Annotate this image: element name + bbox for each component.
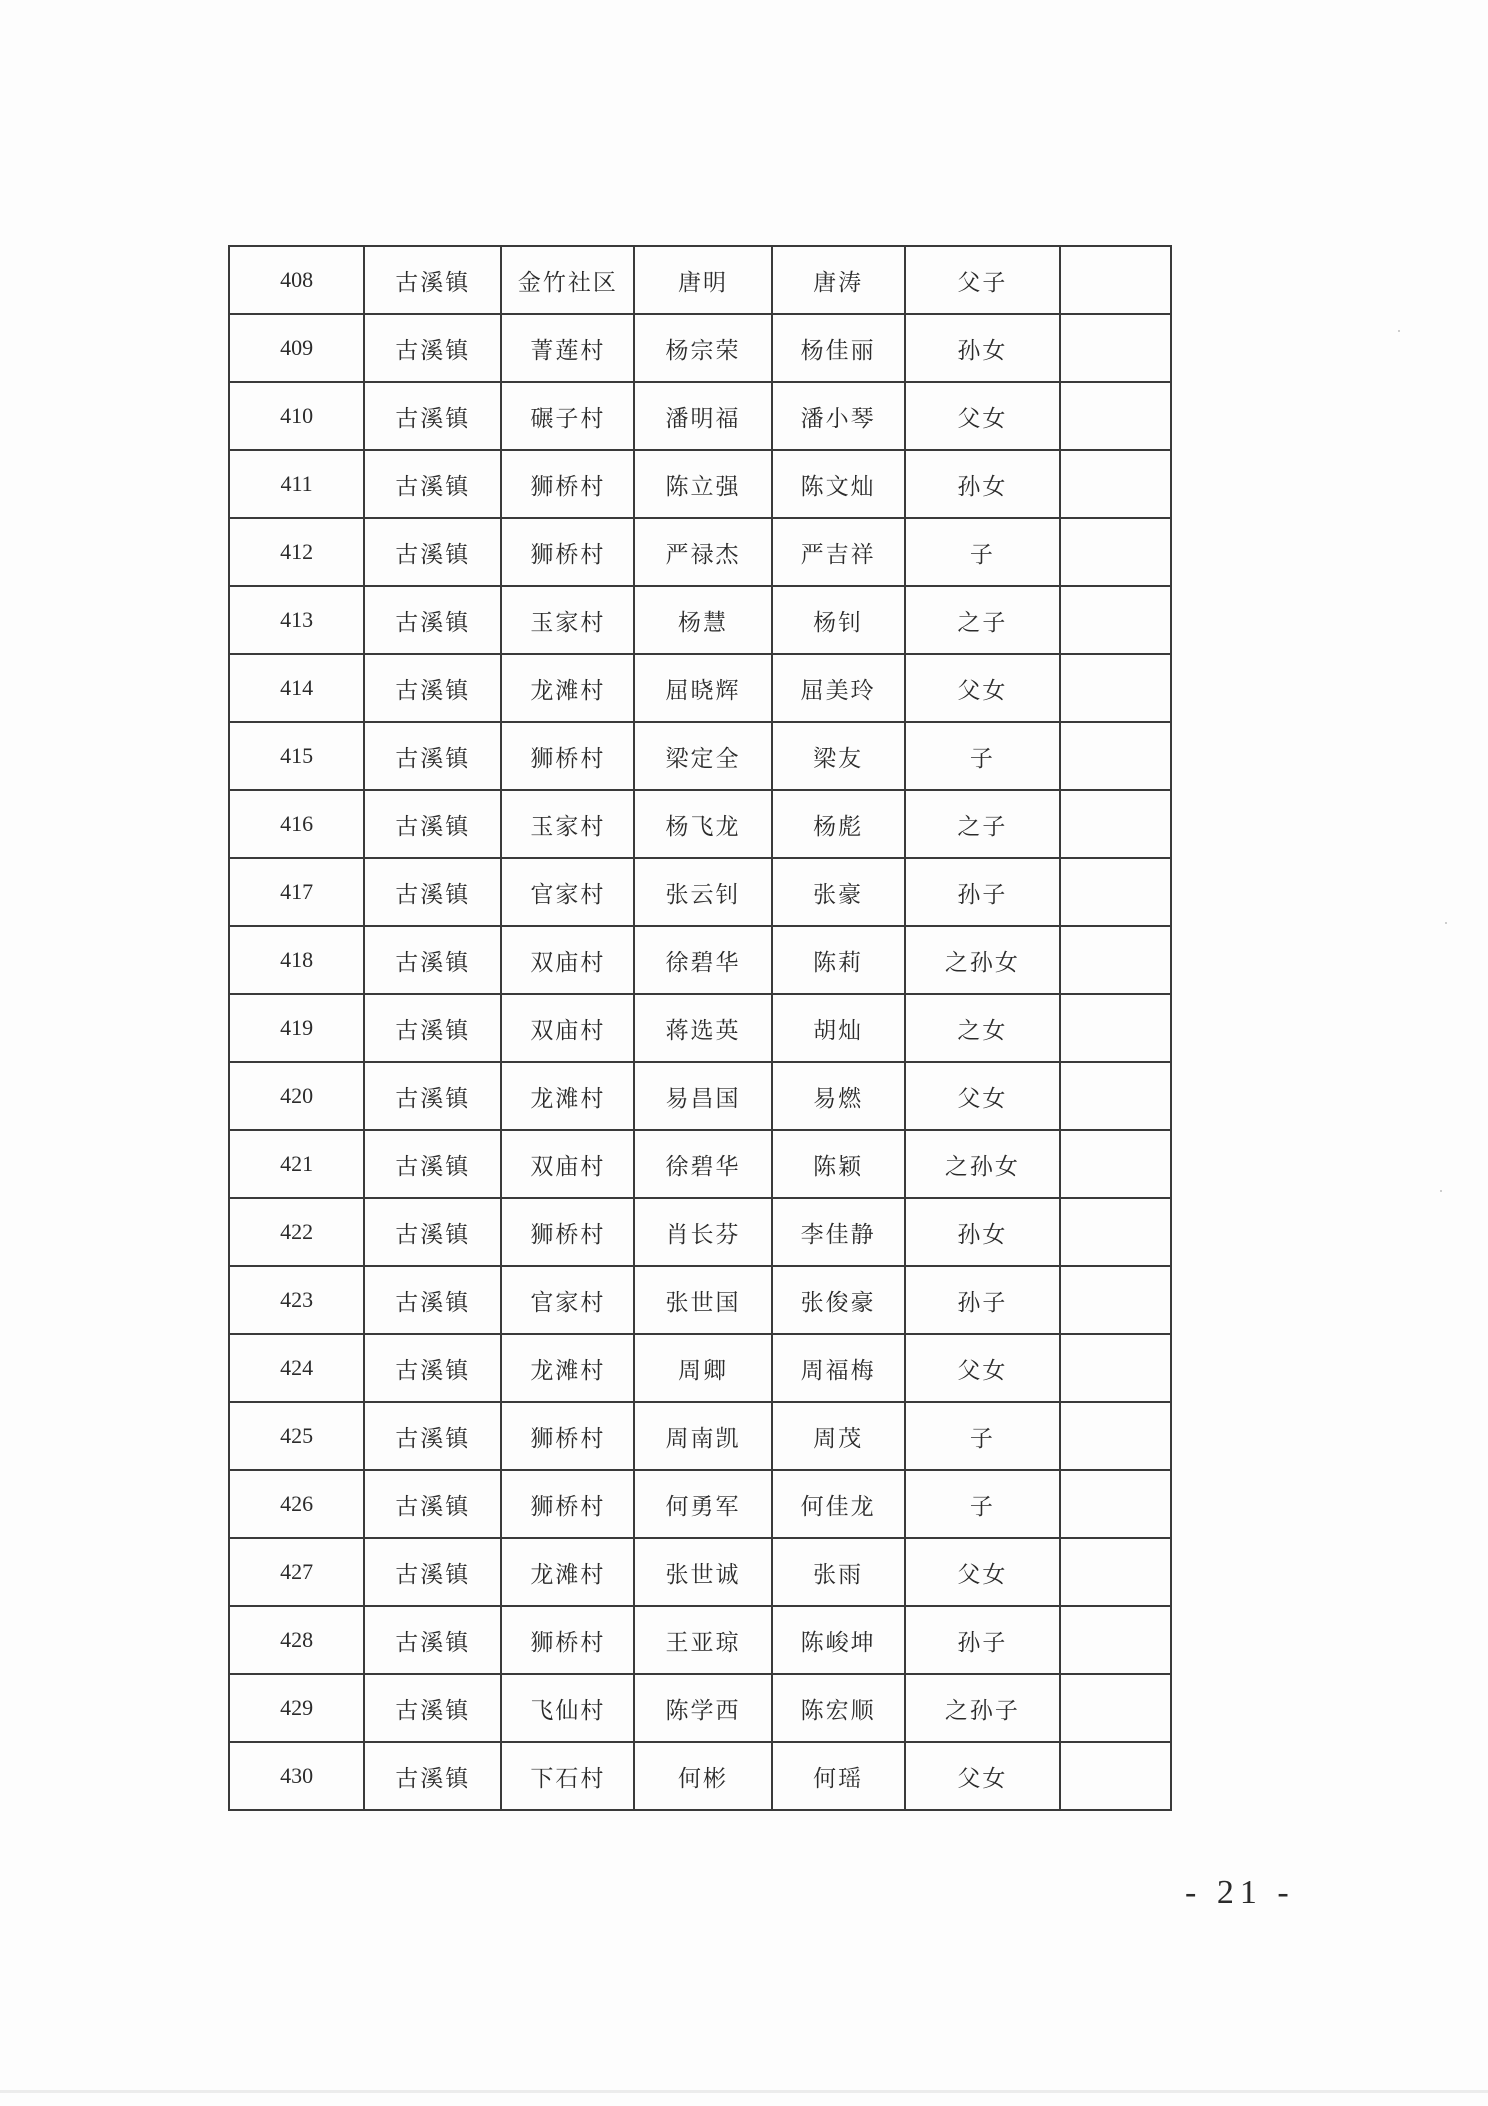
cell-number: 413: [229, 586, 364, 654]
cell-relation: 父女: [905, 1334, 1060, 1402]
cell-name-secondary: 屈美玲: [772, 654, 905, 722]
scan-speck: [1440, 1190, 1442, 1192]
cell-name-primary: 徐碧华: [634, 926, 771, 994]
cell-number: 417: [229, 858, 364, 926]
cell-number: 421: [229, 1130, 364, 1198]
table-row: [229, 1130, 1171, 1198]
cell-name-primary: 严禄杰: [634, 518, 771, 586]
cell-note: [1060, 1742, 1171, 1810]
cell-name-primary: 周卿: [634, 1334, 771, 1402]
table-row: [229, 246, 1171, 314]
cell-town: 古溪镇: [364, 518, 501, 586]
cell-name-secondary: 梁友: [772, 722, 905, 790]
cell-town: 古溪镇: [364, 1334, 501, 1402]
cell-relation: 父女: [905, 1742, 1060, 1810]
cell-town: 古溪镇: [364, 926, 501, 994]
scan-speck: [1445, 922, 1447, 924]
cell-town: 古溪镇: [364, 450, 501, 518]
cell-relation: 父女: [905, 654, 1060, 722]
roster-table: [228, 245, 1172, 1811]
cell-town: 古溪镇: [364, 1198, 501, 1266]
cell-relation: 之子: [905, 790, 1060, 858]
cell-village: 双庙村: [501, 926, 634, 994]
cell-name-primary: 易昌国: [634, 1062, 771, 1130]
cell-name-secondary: 周福梅: [772, 1334, 905, 1402]
table-row: [229, 586, 1171, 654]
cell-village: 下石村: [501, 1742, 634, 1810]
cell-village: 玉家村: [501, 790, 634, 858]
cell-name-secondary: 严吉祥: [772, 518, 905, 586]
table-row: [229, 1606, 1171, 1674]
cell-name-secondary: 陈峻坤: [772, 1606, 905, 1674]
cell-note: [1060, 518, 1171, 586]
cell-name-primary: 何勇军: [634, 1470, 771, 1538]
cell-note: [1060, 1606, 1171, 1674]
cell-town: 古溪镇: [364, 858, 501, 926]
cell-town: 古溪镇: [364, 1606, 501, 1674]
cell-note: [1060, 1334, 1171, 1402]
cell-village: 龙滩村: [501, 1334, 634, 1402]
cell-name-primary: 杨慧: [634, 586, 771, 654]
cell-village: 菁莲村: [501, 314, 634, 382]
cell-note: [1060, 1062, 1171, 1130]
cell-note: [1060, 926, 1171, 994]
scan-speck: [1398, 330, 1400, 332]
cell-number: 409: [229, 314, 364, 382]
cell-name-primary: 张世国: [634, 1266, 771, 1334]
table-row: [229, 926, 1171, 994]
cell-name-primary: 何彬: [634, 1742, 771, 1810]
cell-town: 古溪镇: [364, 1470, 501, 1538]
cell-name-secondary: 陈莉: [772, 926, 905, 994]
cell-note: [1060, 1130, 1171, 1198]
cell-number: 427: [229, 1538, 364, 1606]
cell-village: 狮桥村: [501, 722, 634, 790]
cell-town: 古溪镇: [364, 654, 501, 722]
cell-note: [1060, 1470, 1171, 1538]
cell-name-secondary: 陈颖: [772, 1130, 905, 1198]
cell-note: [1060, 654, 1171, 722]
cell-name-primary: 张云钊: [634, 858, 771, 926]
cell-relation: 之女: [905, 994, 1060, 1062]
cell-relation: 之孙女: [905, 926, 1060, 994]
cell-name-primary: 王亚琼: [634, 1606, 771, 1674]
cell-name-secondary: 张雨: [772, 1538, 905, 1606]
cell-village: 狮桥村: [501, 1470, 634, 1538]
table-row: [229, 858, 1171, 926]
cell-number: 428: [229, 1606, 364, 1674]
cell-number: 425: [229, 1402, 364, 1470]
cell-number: 423: [229, 1266, 364, 1334]
cell-village: 狮桥村: [501, 450, 634, 518]
cell-town: 古溪镇: [364, 1402, 501, 1470]
table-row: [229, 1470, 1171, 1538]
cell-note: [1060, 314, 1171, 382]
table-row: [229, 450, 1171, 518]
cell-note: [1060, 994, 1171, 1062]
cell-relation: 孙子: [905, 1606, 1060, 1674]
cell-town: 古溪镇: [364, 246, 501, 314]
cell-name-secondary: 胡灿: [772, 994, 905, 1062]
cell-name-secondary: 何瑶: [772, 1742, 905, 1810]
cell-village: 双庙村: [501, 1130, 634, 1198]
table-row: [229, 518, 1171, 586]
cell-number: 418: [229, 926, 364, 994]
cell-village: 飞仙村: [501, 1674, 634, 1742]
cell-relation: 之孙女: [905, 1130, 1060, 1198]
cell-name-secondary: 周茂: [772, 1402, 905, 1470]
cell-village: 狮桥村: [501, 1402, 634, 1470]
cell-village: 狮桥村: [501, 1198, 634, 1266]
cell-name-primary: 徐碧华: [634, 1130, 771, 1198]
cell-village: 金竹社区: [501, 246, 634, 314]
cell-number: 414: [229, 654, 364, 722]
cell-number: 411: [229, 450, 364, 518]
cell-name-secondary: 张豪: [772, 858, 905, 926]
cell-note: [1060, 722, 1171, 790]
cell-name-secondary: 潘小琴: [772, 382, 905, 450]
table-row: [229, 790, 1171, 858]
cell-name-secondary: 张俊豪: [772, 1266, 905, 1334]
cell-town: 古溪镇: [364, 1130, 501, 1198]
cell-relation: 孙子: [905, 1266, 1060, 1334]
cell-note: [1060, 246, 1171, 314]
cell-number: 415: [229, 722, 364, 790]
cell-note: [1060, 858, 1171, 926]
table-row: [229, 722, 1171, 790]
cell-village: 狮桥村: [501, 1606, 634, 1674]
cell-name-primary: 蒋选英: [634, 994, 771, 1062]
cell-town: 古溪镇: [364, 1742, 501, 1810]
cell-relation: 子: [905, 722, 1060, 790]
cell-town: 古溪镇: [364, 1674, 501, 1742]
cell-number: 416: [229, 790, 364, 858]
cell-number: 408: [229, 246, 364, 314]
cell-town: 古溪镇: [364, 790, 501, 858]
scan-bottom-edge: [0, 2090, 1488, 2093]
cell-number: 410: [229, 382, 364, 450]
cell-relation: 子: [905, 1402, 1060, 1470]
cell-relation: 孙女: [905, 1198, 1060, 1266]
cell-name-primary: 肖长芬: [634, 1198, 771, 1266]
cell-note: [1060, 1674, 1171, 1742]
cell-name-secondary: 陈文灿: [772, 450, 905, 518]
cell-note: [1060, 1198, 1171, 1266]
cell-relation: 父子: [905, 246, 1060, 314]
cell-name-primary: 周南凯: [634, 1402, 771, 1470]
cell-relation: 孙子: [905, 858, 1060, 926]
cell-relation: 孙女: [905, 314, 1060, 382]
cell-relation: 子: [905, 518, 1060, 586]
cell-relation: 之子: [905, 586, 1060, 654]
cell-number: 424: [229, 1334, 364, 1402]
cell-village: 龙滩村: [501, 654, 634, 722]
cell-name-primary: 杨飞龙: [634, 790, 771, 858]
cell-name-primary: 陈学西: [634, 1674, 771, 1742]
table-row: [229, 1402, 1171, 1470]
table-row: [229, 1538, 1171, 1606]
cell-town: 古溪镇: [364, 382, 501, 450]
cell-relation: 孙女: [905, 450, 1060, 518]
cell-village: 龙滩村: [501, 1062, 634, 1130]
cell-name-primary: 陈立强: [634, 450, 771, 518]
table-row: [229, 1334, 1171, 1402]
cell-name-secondary: 易燃: [772, 1062, 905, 1130]
cell-relation: 父女: [905, 1062, 1060, 1130]
cell-town: 古溪镇: [364, 994, 501, 1062]
cell-note: [1060, 586, 1171, 654]
cell-name-secondary: 陈宏顺: [772, 1674, 905, 1742]
cell-name-secondary: 杨钊: [772, 586, 905, 654]
cell-town: 古溪镇: [364, 586, 501, 654]
cell-name-primary: 屈晓辉: [634, 654, 771, 722]
table-row: [229, 382, 1171, 450]
cell-number: 419: [229, 994, 364, 1062]
table-row: [229, 314, 1171, 382]
cell-name-secondary: 唐涛: [772, 246, 905, 314]
cell-note: [1060, 382, 1171, 450]
cell-name-primary: 唐明: [634, 246, 771, 314]
cell-name-primary: 潘明福: [634, 382, 771, 450]
cell-note: [1060, 790, 1171, 858]
cell-village: 双庙村: [501, 994, 634, 1062]
cell-village: 玉家村: [501, 586, 634, 654]
cell-number: 412: [229, 518, 364, 586]
cell-name-primary: 杨宗荣: [634, 314, 771, 382]
cell-number: 429: [229, 1674, 364, 1742]
table-row: [229, 1198, 1171, 1266]
cell-village: 狮桥村: [501, 518, 634, 586]
table-row: [229, 994, 1171, 1062]
cell-name-secondary: 杨彪: [772, 790, 905, 858]
cell-name-secondary: 杨佳丽: [772, 314, 905, 382]
cell-relation: 父女: [905, 382, 1060, 450]
cell-village: 官家村: [501, 858, 634, 926]
cell-relation: 父女: [905, 1538, 1060, 1606]
table-row: [229, 1266, 1171, 1334]
cell-relation: 子: [905, 1470, 1060, 1538]
cell-name-secondary: 何佳龙: [772, 1470, 905, 1538]
cell-name-secondary: 李佳静: [772, 1198, 905, 1266]
page-number: - 21 -: [1185, 1874, 1295, 1911]
cell-note: [1060, 1266, 1171, 1334]
cell-town: 古溪镇: [364, 1062, 501, 1130]
cell-name-primary: 张世诚: [634, 1538, 771, 1606]
cell-number: 426: [229, 1470, 364, 1538]
cell-town: 古溪镇: [364, 722, 501, 790]
cell-number: 430: [229, 1742, 364, 1810]
cell-note: [1060, 1402, 1171, 1470]
table-row: [229, 654, 1171, 722]
cell-relation: 之孙子: [905, 1674, 1060, 1742]
cell-note: [1060, 1538, 1171, 1606]
cell-town: 古溪镇: [364, 1538, 501, 1606]
table-row: [229, 1062, 1171, 1130]
cell-note: [1060, 450, 1171, 518]
cell-number: 422: [229, 1198, 364, 1266]
cell-village: 碾子村: [501, 382, 634, 450]
cell-name-primary: 梁定全: [634, 722, 771, 790]
cell-village: 龙滩村: [501, 1538, 634, 1606]
cell-village: 官家村: [501, 1266, 634, 1334]
table-row: [229, 1742, 1171, 1810]
cell-number: 420: [229, 1062, 364, 1130]
roster-table-body: [229, 246, 1171, 1810]
cell-town: 古溪镇: [364, 314, 501, 382]
table-row: [229, 1674, 1171, 1742]
cell-town: 古溪镇: [364, 1266, 501, 1334]
